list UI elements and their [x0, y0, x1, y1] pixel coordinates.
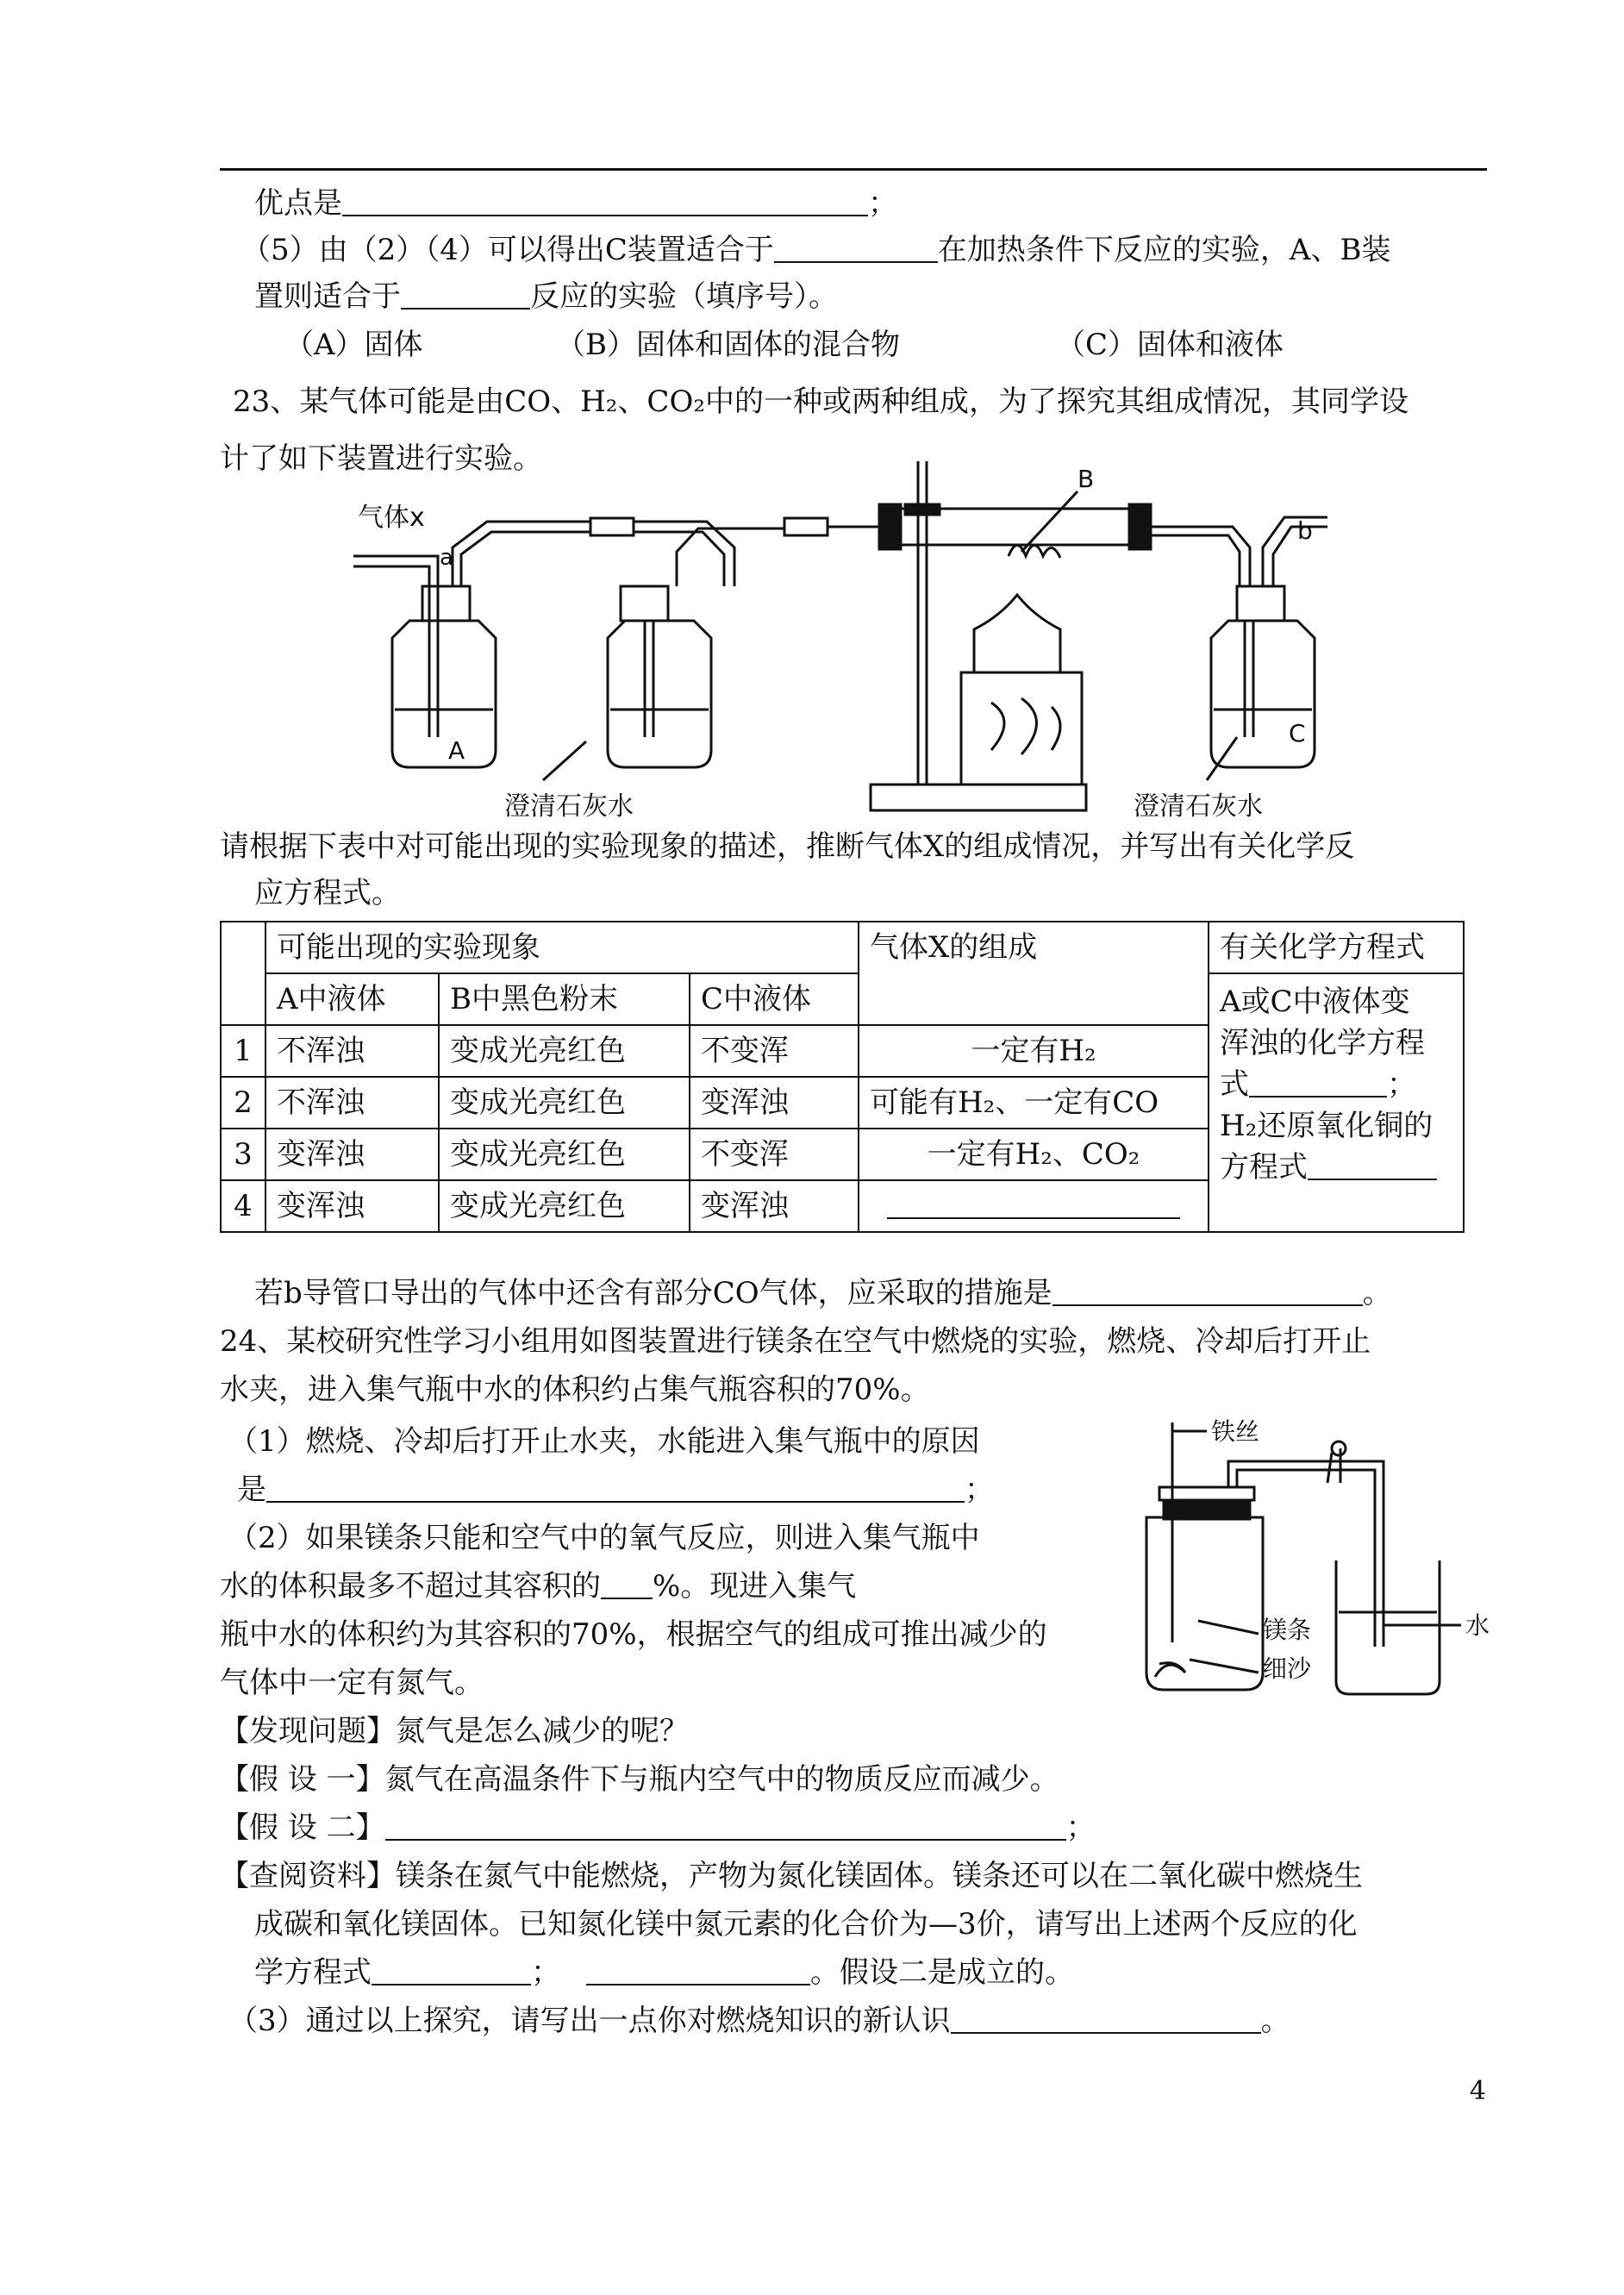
header-c-liquid: C中液体 — [690, 973, 859, 1025]
equation-cell: A或C中液体变 浑浊的化学方程 式 ； H₂还原氧化铜的 方程式 — [1209, 973, 1464, 1232]
q24-p2-line2: 水的体积最多不超过其容积的 %。现进入集气 — [220, 1569, 857, 1604]
gas-row4-blank[interactable] — [887, 1191, 1180, 1219]
label-A: A — [448, 736, 465, 765]
option-c: （C）固体和液体 — [1056, 328, 1284, 362]
measure-line: 若b导管口导出的气体中还含有部分CO气体，应采取的措施是 。 — [254, 1276, 1392, 1310]
table-row: 2 不浑浊 变成光亮红色 变浑浊 可能有H₂、一定有CO — [221, 1077, 1464, 1129]
q24-p2-line1: （2）如果镁条只能和空气中的氧气反应，则进入集气瓶中 — [228, 1521, 980, 1555]
q24-p1-line2: 是 ； — [237, 1473, 994, 1507]
q23-intro-2: 计了如下装置进行实验。 — [220, 441, 542, 476]
limewater-left: 澄清石灰水 — [504, 791, 634, 822]
option-b: （B）固体和固体的混合物 — [556, 328, 900, 362]
q23-ask-2: 应方程式。 — [254, 876, 401, 910]
q24-p2-line4: 气体中一定有氮气。 — [220, 1666, 484, 1700]
header-phenomena: 可能出现的实验现象 — [265, 922, 859, 973]
table-row: 4 变浑浊 变成光亮红色 变浑浊 — [221, 1180, 1464, 1232]
q23-ask-1: 请根据下表中对可能出现的实验现象的描述，推断气体X的组成情况，并写出有关化学反 — [220, 829, 1355, 864]
equation-blank-1[interactable] — [372, 1958, 531, 1985]
find-problem: 【发现问题】氮气是怎么减少的呢？ — [220, 1714, 689, 1748]
label-B: B — [1077, 465, 1095, 493]
q23-intro-1: 23、某气体可能是由CO、H₂、CO₂中的一种或两种组成，为了探究其组成情况，其同学设 — [233, 385, 1409, 419]
q23-apparatus-diagram — [336, 453, 1345, 823]
label-b: b — [1297, 516, 1313, 545]
gas-x-label: 气体x — [358, 503, 425, 533]
mg-strip-label: 镁条 — [1263, 1616, 1312, 1644]
header-b-powder: B中黑色粉末 — [439, 973, 690, 1025]
advantage-label: 优点是 — [254, 186, 342, 221]
equation-blank-2[interactable] — [586, 1958, 810, 1985]
fine-sand-label: 细沙 — [1263, 1654, 1312, 1683]
q24-intro-1: 24、某校研究性学习小组用如图装置进行镁条在空气中燃烧的实验，燃烧、冷却后打开止 — [220, 1324, 1371, 1359]
label-C: C — [1289, 719, 1306, 747]
table-row: 3 变浑浊 变成光亮红色 不变浑 一定有H₂、CO₂ — [221, 1129, 1464, 1180]
reference-1: 【查阅资料】镁条在氮气中能燃烧，产物为氮化镁固体。镁条还可以在二氧化碳中燃烧生 — [220, 1859, 1363, 1893]
iron-wire-label: 铁丝 — [1211, 1417, 1260, 1446]
q5-blank-ab[interactable] — [401, 282, 530, 310]
hyp2-blank[interactable] — [385, 1813, 1066, 1841]
p3-blank[interactable] — [951, 2006, 1261, 2034]
q24-apparatus-diagram — [1125, 1414, 1504, 1698]
label-a: a — [440, 545, 453, 571]
limewater-right: 澄清石灰水 — [1134, 791, 1263, 822]
p2-percent-blank[interactable] — [601, 1572, 653, 1599]
q24-intro-2: 水夹，进入集气瓶中水的体积约占集气瓶容积的70%。 — [220, 1373, 930, 1407]
reference-2: 成碳和氧化镁固体。已知氮化镁中氮元素的化合价为—3价，请写出上述两个反应的化 — [254, 1907, 1358, 1942]
advantage-blank[interactable] — [342, 189, 868, 216]
eq-blank-1[interactable] — [1249, 1070, 1387, 1097]
page-number: 4 — [1469, 2076, 1486, 2106]
header-rule — [220, 168, 1487, 171]
q5-line2: 置则适合于 反应的实验（填序号）。 — [254, 279, 838, 314]
phenomena-table — [220, 921, 1465, 1233]
q5-blank-c[interactable] — [774, 235, 938, 263]
header-equation: 有关化学方程式 — [1209, 922, 1464, 973]
hypothesis-1: 【假 设 一】氮气在高温条件下与瓶内空气中的物质反应而减少。 — [220, 1762, 1059, 1797]
table-row: 1 不浑浊 变成光亮红色 不变浑 一定有H₂ — [221, 1025, 1464, 1077]
eq-blank-2[interactable] — [1308, 1153, 1437, 1180]
advantage-line: 优点是 ； — [254, 186, 897, 221]
hypothesis-2: 【假 设 二】 ； — [220, 1810, 1096, 1845]
option-a: （A）固体 — [284, 328, 423, 362]
q5-line1: （5）由（2）（4）可以得出C装置适合于 在加热条件下反应的实验，A、B装 — [241, 233, 1391, 267]
measure-blank[interactable] — [1052, 1279, 1363, 1306]
q24-p2-line3: 瓶中水的体积约为其容积的70%，根据空气的组成可推出减少的 — [220, 1617, 1047, 1652]
q24-p1-line1: （1）燃烧、冷却后打开止水夹，水能进入集气瓶中的原因 — [228, 1424, 980, 1459]
p1-blank[interactable] — [266, 1475, 965, 1503]
gas-row4-cell — [859, 1180, 1209, 1232]
q24-p3: （3）通过以上探究，请写出一点你对燃烧知识的新认识 。 — [228, 2004, 1290, 2038]
header-a-liquid: A中液体 — [265, 973, 439, 1025]
reference-3: 学方程式 ； 。假设二是成立的。 — [254, 1955, 1074, 1990]
water-label: 水 — [1465, 1611, 1490, 1640]
header-gas: 气体X的组成 — [859, 922, 1209, 1025]
